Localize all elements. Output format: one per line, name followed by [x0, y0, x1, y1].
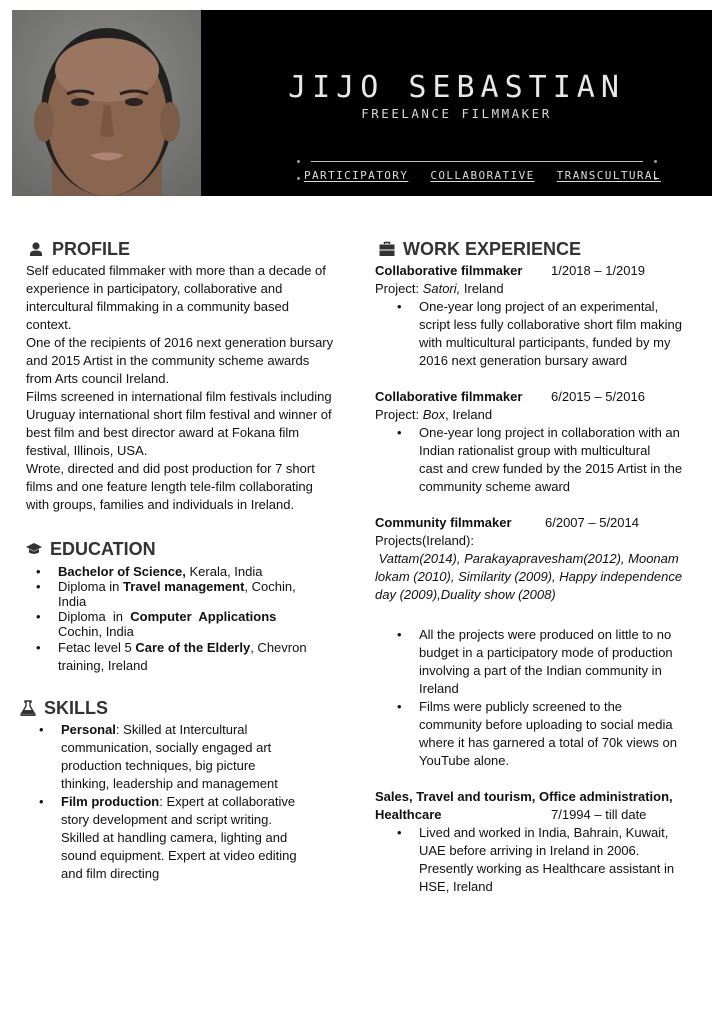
- profile-line: with groups, families and individuals in Ireland.: [26, 497, 295, 512]
- bullet-line: budget in a participatory mode of production: [419, 645, 673, 660]
- skill-category: Personal: [61, 722, 116, 737]
- job-bullet: [397, 298, 710, 370]
- job-dates: 6/2015 – 5/2016: [551, 389, 645, 404]
- tag-collaborative: COLLABORATIVE: [430, 169, 535, 182]
- profile-line: context.: [26, 317, 72, 332]
- bullet-line: Presently working as Healthcare assistant in: [419, 861, 675, 876]
- profile-heading: PROFILE: [52, 238, 131, 259]
- job-bullet: [397, 424, 710, 496]
- job-bullets: [397, 824, 710, 896]
- education-item: [36, 639, 356, 675]
- degree-place: Kerala, India: [185, 564, 263, 579]
- education-item: [36, 579, 356, 609]
- education-section: [26, 536, 356, 675]
- bullet: •: [36, 609, 41, 624]
- education-item: [36, 609, 356, 639]
- person-name: JIJO SEBASTIAN: [288, 70, 625, 105]
- briefcase-icon: [379, 241, 395, 257]
- job-title: Collaborative filmmaker: [375, 263, 523, 278]
- ornament-dot: [654, 160, 657, 163]
- skill-text: communication, socially engaged art: [61, 740, 272, 755]
- skill-text: : Expert at collaborative: [159, 794, 296, 809]
- degree-place: training, Ireland: [58, 658, 148, 673]
- education-list: [36, 564, 356, 675]
- flask-icon: [20, 700, 36, 716]
- profile-line: best film and best director award at Fokana film: [26, 425, 300, 440]
- bullet-line: community scheme award: [419, 479, 570, 494]
- bullet: •: [36, 579, 41, 594]
- bullet-line: Ireland: [419, 681, 459, 696]
- bullet-line: with multicultural participants, funded by my: [419, 335, 671, 350]
- bullet-line: 2016 next generation bursary award: [419, 353, 628, 368]
- bullet: •: [36, 640, 41, 655]
- portrait-photo-icon: [12, 10, 201, 196]
- education-item: [36, 564, 356, 579]
- profile-section: [26, 236, 356, 514]
- project-list: lokam (2010), Similarity (2009), Happy independence: [375, 569, 683, 584]
- job-project: [375, 280, 710, 298]
- skill-text: story development and script writing.: [61, 812, 272, 827]
- bullet-line: script less fully collaborative short film making: [419, 317, 682, 332]
- profile-line: Uruguay international short film festival and winner of: [26, 407, 332, 422]
- graduation-cap-icon: [26, 541, 42, 557]
- profile-line: One of the recipients of 2016 next generation bursary: [26, 335, 334, 350]
- tagline: [297, 158, 661, 188]
- bullet: •: [39, 794, 44, 809]
- bullet-line: where it has garnered a total of 70k views on: [419, 735, 677, 750]
- skill-text: sound equipment. Expert at video editing: [61, 848, 297, 863]
- degree-prefix: Diploma in: [58, 609, 131, 624]
- job-entry: [375, 788, 710, 896]
- bullet: •: [397, 825, 402, 840]
- job-bullets: [397, 424, 710, 496]
- job-subtitle: FREELANCE FILMMAKER: [361, 106, 552, 121]
- degree-name: Bachelor of Science,: [58, 564, 186, 579]
- profile-line: Self educated filmmaker with more than a decade of: [26, 263, 326, 278]
- project-label: Projects(Ireland):: [375, 533, 474, 548]
- bullet-line: All the projects were produced on little to no: [419, 627, 672, 642]
- skill-text: Skilled at handling camera, lighting and: [61, 830, 288, 845]
- job-entry: [375, 262, 710, 370]
- job-bullets: [397, 626, 710, 770]
- bullet-line: UAE before arriving in Ireland in 2006.: [419, 843, 640, 858]
- job-entry: [375, 388, 710, 496]
- tagline-rule: [311, 161, 643, 162]
- profile-line: Wrote, directed and did post production for 7 short: [26, 461, 315, 476]
- project-label: Project:: [375, 407, 423, 422]
- job-dates: 1/2018 – 1/2019: [551, 263, 645, 278]
- skill-text: thinking, leadership and management: [61, 776, 278, 791]
- job-title-cont: Healthcare: [375, 807, 442, 822]
- bullet-line: One-year long project in collaboration with an: [419, 425, 680, 440]
- bullet: •: [397, 299, 402, 314]
- degree-name: Travel management: [123, 579, 245, 594]
- project-name: Satori,: [422, 281, 461, 296]
- user-icon: [28, 241, 44, 257]
- degree-prefix: Fetac level 5: [58, 640, 136, 655]
- profile-line: festival, Illinois, USA.: [26, 443, 148, 458]
- work-heading: WORK EXPERIENCE: [403, 238, 582, 259]
- skill-text: : Skilled at Intercultural: [115, 722, 248, 737]
- project-name: Box: [422, 407, 446, 422]
- profile-photo: [12, 10, 201, 196]
- degree-place: India: [58, 594, 87, 609]
- tag-transcultural: TRANSCULTURAL: [556, 169, 661, 182]
- tag-participatory: PARTICIPATORY: [304, 169, 409, 182]
- profile-line: from Arts council Ireland.: [26, 371, 170, 386]
- profile-line: films and one feature length tele-film collaborating: [26, 479, 313, 494]
- job-title: Collaborative filmmaker: [375, 389, 523, 404]
- project-list: day (2009),Duality show (2008): [375, 587, 556, 602]
- degree-place: , Chevron: [250, 640, 307, 655]
- bullet: •: [39, 722, 44, 737]
- project-list: Vattam(2014), Parakayapravesham(2012), Moonam: [375, 551, 679, 566]
- project-label: Project:: [375, 281, 423, 296]
- profile-line: experience in participatory, collaborative and: [26, 281, 283, 296]
- job-project: [375, 406, 710, 424]
- skills-heading: SKILLS: [44, 697, 109, 718]
- bullet-line: HSE, Ireland: [419, 879, 493, 894]
- degree-prefix: Diploma in: [58, 579, 124, 594]
- bullet: •: [36, 564, 41, 579]
- skill-item: [39, 793, 356, 883]
- bullet: •: [397, 425, 402, 440]
- header-banner: [12, 10, 712, 196]
- profile-line: Films screened in international film festivals including: [26, 389, 332, 404]
- degree-place: Cochin, India: [58, 624, 134, 639]
- bullet-line: Indian rationalist group with multicultural: [419, 443, 651, 458]
- project-place: Ireland: [460, 281, 504, 296]
- right-column: [375, 236, 710, 896]
- bullet-line: cast and crew funded by the 2015 Artist in the: [419, 461, 683, 476]
- ornament-dot: [297, 160, 300, 163]
- bullet-line: community before uploading to social media: [419, 717, 673, 732]
- skill-text: production techniques, big picture: [61, 758, 256, 773]
- job-title: Community filmmaker: [375, 515, 512, 530]
- job-bullet: [397, 824, 710, 896]
- skill-text: and film directing: [61, 866, 160, 881]
- bullet-line: One-year long project of an experimental,: [419, 299, 659, 314]
- degree-name: Computer Applications: [130, 609, 277, 624]
- skill-item: [39, 721, 356, 793]
- job-dates: 7/1994 – till date: [551, 807, 647, 822]
- education-heading: EDUCATION: [50, 538, 156, 559]
- bullet: •: [397, 699, 402, 714]
- job-bullets: [397, 298, 710, 370]
- skill-category: Film production: [61, 794, 160, 809]
- job-dates: 6/2007 – 5/2014: [545, 515, 639, 530]
- project-place: , Ireland: [445, 407, 493, 422]
- job-bullet: [397, 626, 710, 698]
- profile-line: and 2015 Artist in the community scheme awards: [26, 353, 310, 368]
- bullet-line: Lived and worked in India, Bahrain, Kuwait,: [419, 825, 669, 840]
- skills-section: [26, 695, 356, 883]
- bullet-line: YouTube alone.: [419, 753, 510, 768]
- bullet-line: Films were publicly screened to the: [419, 699, 623, 714]
- job-bullet: [397, 698, 710, 770]
- bullet: •: [397, 627, 402, 642]
- job-title: Sales, Travel and tourism, Office administration,: [375, 789, 673, 804]
- job-entry: [375, 514, 710, 770]
- bullet-line: involving a part of the Indian community in: [419, 663, 662, 678]
- skills-list: [39, 721, 356, 883]
- profile-line: intercultural filmmaking in a community based: [26, 299, 289, 314]
- degree-name: Care of the Elderly: [135, 640, 251, 655]
- degree-place: , Cochin,: [244, 579, 296, 594]
- profile-text: [26, 262, 356, 514]
- left-column: [26, 236, 356, 883]
